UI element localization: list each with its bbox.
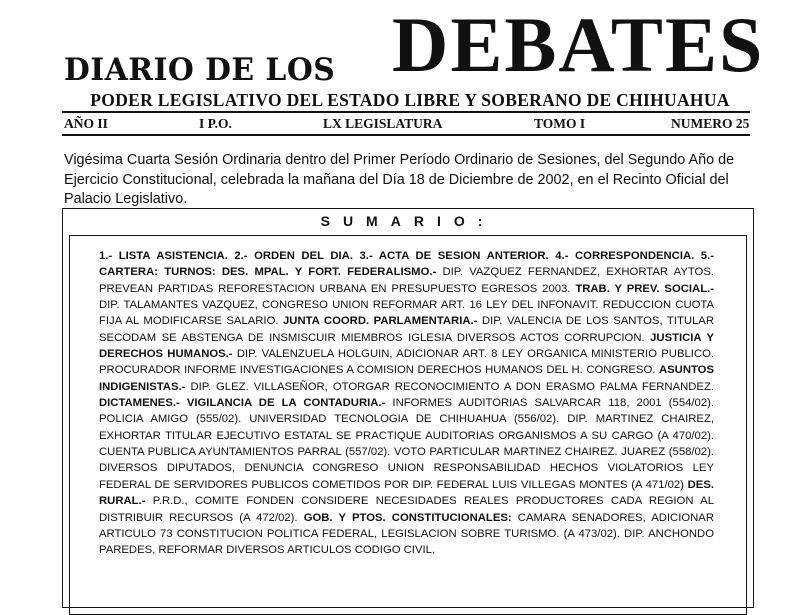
- sumario-heading: DES. RURAL.-: [99, 478, 714, 508]
- masthead-subtitle: PODER LEGISLATIVO DEL ESTADO LIBRE Y SOBERANO DE CHIHUAHUA: [90, 90, 730, 110]
- sumario-heading: ASUNTOS INDIGENISTAS.-: [99, 364, 714, 393]
- issue-legislature: LX LEGISLATURA: [323, 116, 443, 131]
- session-intro: Vigésima Cuarta Sesión Ordinaria dentro del Primer Período Ordinario de Sesiones, del Segundo Año de Ejercicio Constitucional, celebrada la mañana del Día 18 de Diciembre de 2002, en el Recinto Oficial del Palacio Legislativo.: [64, 152, 735, 207]
- sumario-entry: DIP. VAZQUEZ FERNANDEZ, EXHORTAR AYTOS. PREVEAN PARTIDAS REFORESTACION URBANA EN PRESUPUESTO EGRESOS 2003.: [99, 266, 715, 295]
- sumario-text: [99, 248, 714, 559]
- sumario-title: SUMARIO:: [320, 213, 496, 229]
- sumario-box: [62, 208, 754, 608]
- sumario-heading: GOB. Y PTOS. CONSTITUCIONALES:: [303, 511, 512, 524]
- sumario-entry: P.R.D., COMITE FONDEN CONSIDERE NECESIDADES REALES PRODUCTORES CADA REGION AL DISTRIBUIR RECURSOS (A 472/02).: [99, 495, 714, 524]
- header-rule-top: [62, 111, 750, 113]
- sumario-heading: TRAB. Y PREV. SOCIAL.-: [575, 282, 715, 295]
- masthead-title-small: DIARIO DE LOS: [64, 52, 336, 88]
- masthead-title-large: DEBATES: [392, 1, 765, 88]
- issue-number: NUMERO 25: [671, 116, 750, 131]
- issue-year: AÑO II: [64, 116, 108, 131]
- sumario-heading: JUSTICIA Y DERECHOS HUMANOS.-: [99, 331, 714, 361]
- sumario-heading: JUNTA COORD. PARLAMENTARIA.-: [283, 315, 478, 328]
- header-rule-bottom: [62, 134, 750, 136]
- sumario-heading: 1.- LISTA ASISTENCIA. 2.- ORDEN DEL DIA. 3.- ACTA DE SESION ANTERIOR. 4.- CORRESPONDENCIA. 5.- CARTERA: TURNOS: DES. MPAL. Y FORT. FEDERALISMO.-: [99, 250, 714, 279]
- issue-period: I P.O.: [199, 116, 232, 131]
- issue-volume: TOMO I: [534, 116, 586, 131]
- sumario-entry: DIP. TALAMANTES VAZQUEZ, CONGRESO UNION REFORMAR ART. 16 LEY DEL INFONAVIT. REDUCCION CUOTA FIJA AL MODIFICARSE SALARIO.: [99, 299, 714, 328]
- sumario-entry: CAMARA SENADORES, ADICIONAR ARTICULO 73 CONSTITUCION POLITICA FEDERAL, LEGISLACION SOBRE TURISMO. (A 473/02). DIP. ANCHONDO PAREDES, REFORMAR DIVERSOS ARTICULOS CODIGO CIVIL,: [99, 511, 714, 557]
- sumario-entry: INFORMES AUDITORIAS SALVARCAR 118, 2001 (554/02). POLICIA AMIGO (555/02). UNIVERSIDAD TECNOLOGIA DE CHIHUAHUA (556/02). DIP. MARTINEZ CHAIREZ, EXHORTAR TITULAR EJECUTIVO ESTATAL SE PRACTIQUE AUDITORIAS ORGANISMOS A SU CARGO (A 470/02). CUENTA PUBLICA AYUNTAMIENTOS PARRAL (557/02). VOTO PARTICULAR MARTINEZ CHAIREZ. JUAREZ (558/02). DIVERSOS DIPUTADOS, DENUNCIA CONGRESO UNION RESPONSABILIDAD HECHOS VIOLATORIOS LEY FEDERAL DE SERVIDORES PUBLICOS COMETIDOS POR DIP. FEDERAL LUIS VILLEGAS MONTES (A 471/02): [99, 397, 714, 491]
- sumario-heading: DICTAMENES.- VIGILANCIA DE LA CONTADURIA.-: [99, 397, 386, 410]
- sumario-entry: DIP. VALENCIA DE LOS SANTOS, TITULAR SECODAM SE ABSTENGA DE INSMISCUIR MIEMBROS IGLESIA DIVERSOS ACTOS CORRUPCION.: [99, 315, 714, 344]
- sumario-entry: DIP. VALENZUELA HOLGUIN, ADICIONAR ART. 8 LEY ORGANICA MINISTERIO PUBLICO. PROCURADOR INFORME INVESTIGACIONES A COMISION DERECHOS HUMANOS DEL H. CONGRESO.: [99, 348, 714, 377]
- sumario-entry: DIP. GLEZ. VILLASEÑOR, OTORGAR RECONOCIMIENTO A DON ERASMO PALMA FERNANDEZ.: [185, 380, 714, 393]
- sumario-inner-frame: [69, 235, 747, 615]
